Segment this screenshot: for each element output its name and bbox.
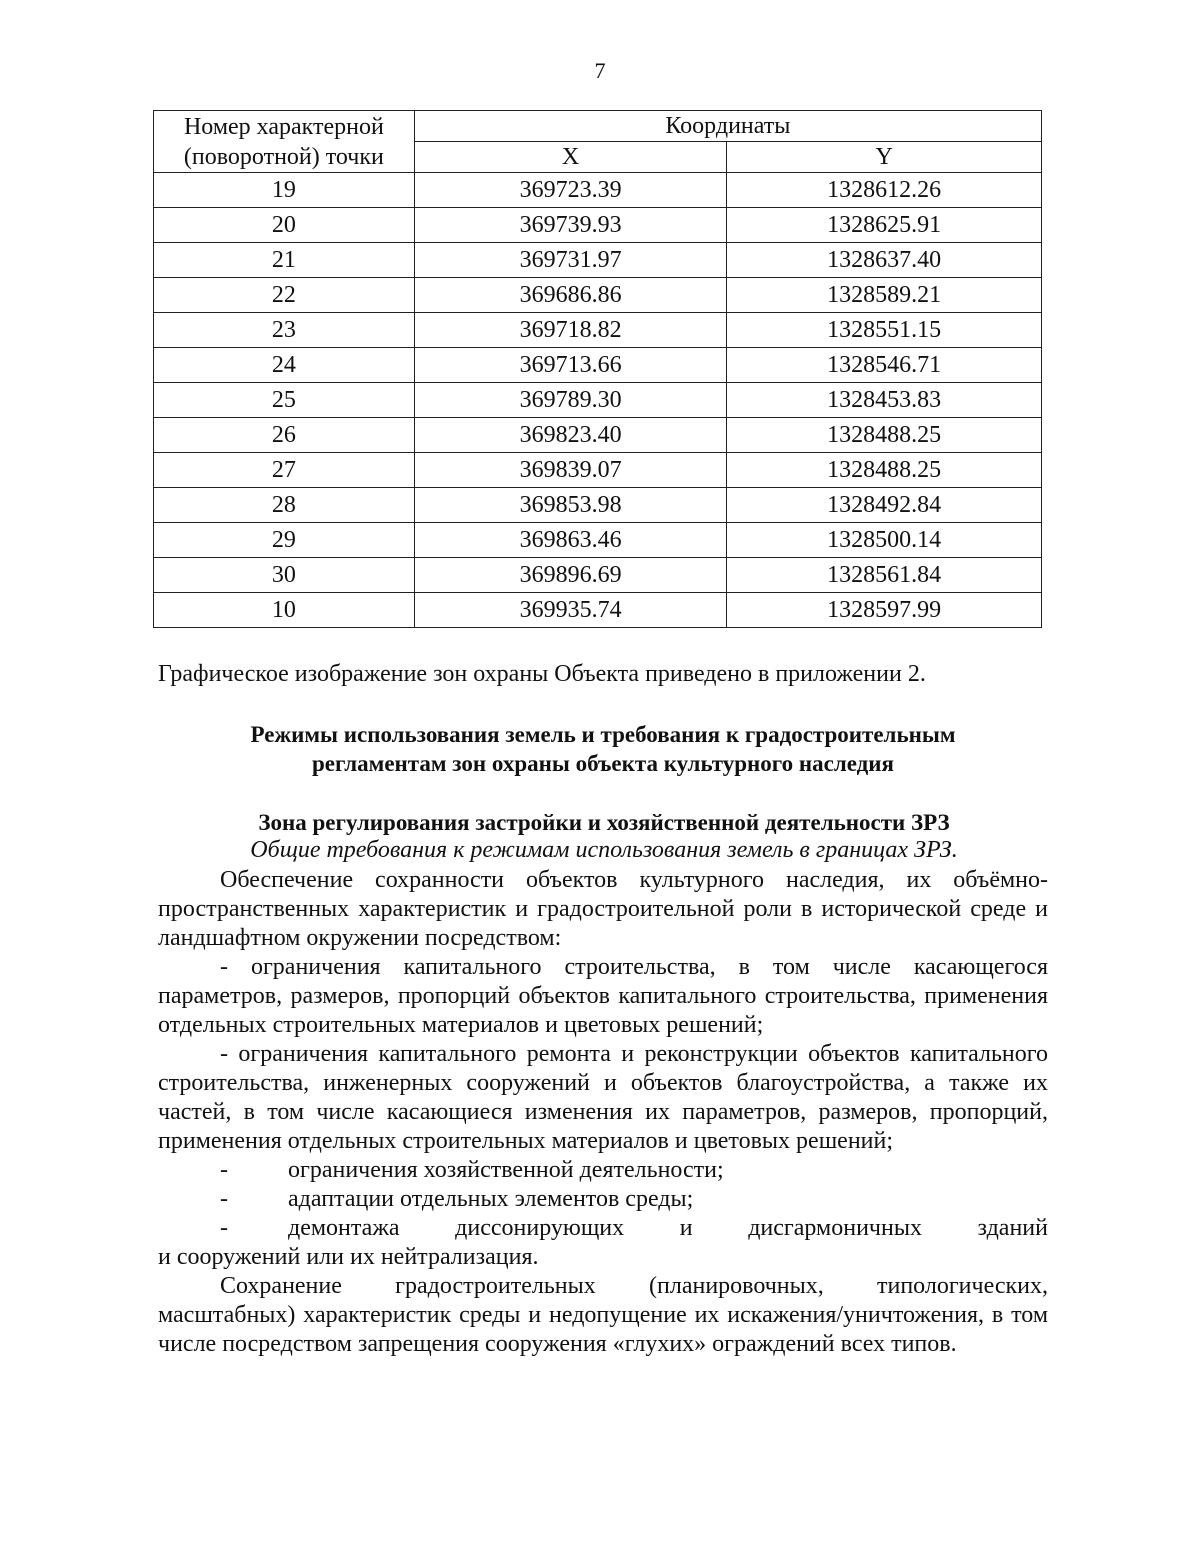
section-heading-line1: Режимы использования земель и требования к градостроительным xyxy=(250,722,956,747)
table-row xyxy=(154,418,1042,453)
coordinates-table xyxy=(153,110,1042,628)
cell-x: 369896.69 xyxy=(414,558,727,593)
dash-marker: - xyxy=(220,1157,228,1183)
table-row xyxy=(154,593,1042,628)
page-number: 7 xyxy=(594,58,606,83)
cell-point: 22 xyxy=(154,278,415,313)
dash-marker: - xyxy=(220,1215,228,1241)
cell-point: 23 xyxy=(154,313,415,348)
cell-x: 369731.97 xyxy=(414,243,727,278)
cell-x: 369853.98 xyxy=(414,488,727,523)
body-text xyxy=(158,866,1048,1359)
header-point-line2: (поворотной) точки xyxy=(183,143,384,170)
cell-point: 29 xyxy=(154,523,415,558)
table-row xyxy=(154,173,1042,208)
table-row xyxy=(154,558,1042,593)
list-item-continuation: и сооружений или их нейтрализация. xyxy=(158,1244,539,1270)
section-heading-line2: регламентам зон охраны объекта культурного наследия xyxy=(311,751,895,776)
paragraph-restriction-repair: - ограничения капитального ремонта и реконструкции объектов капитального строительства, инженерных сооружений и объектов благоустройства, а также их частей, в том числе касающиеся изменения их параметров, размеров, пропорций, применения отдельных строительных материалов и цветовых решений; xyxy=(158,1041,1048,1154)
table-row xyxy=(154,243,1042,278)
list-item xyxy=(158,1156,1048,1185)
paragraph-preservation: Обеспечение сохранности объектов культурного наследия, их объёмно-пространственных характеристик и градостроительной роли в исторической среде и ландшафтном окружении посредством: xyxy=(158,867,1048,951)
cell-point: 27 xyxy=(154,453,415,488)
cell-y: 1328546.71 xyxy=(727,348,1042,383)
table-row xyxy=(154,453,1042,488)
cell-x: 369789.30 xyxy=(414,383,727,418)
cell-x: 369686.86 xyxy=(414,278,727,313)
cell-x: 369863.46 xyxy=(414,523,727,558)
header-coordinates: Координаты xyxy=(414,111,1041,142)
cell-y: 1328453.83 xyxy=(727,383,1042,418)
cell-y: 1328637.40 xyxy=(727,243,1042,278)
table-row xyxy=(154,488,1042,523)
header-point-line1: Номер характерной xyxy=(183,113,384,140)
paragraph-restriction-construction: - ограничения капитального строительства, в том числе касающегося параметров, размеров, пропорций объектов капитального строительства, применения отдельных строительных материалов и цветовых решений; xyxy=(158,954,1048,1038)
zone-heading: Зона регулирования застройки и хозяйственной деятельности ЗРЗ xyxy=(258,810,950,835)
cell-point: 25 xyxy=(154,383,415,418)
cell-point: 10 xyxy=(154,593,415,628)
cell-x: 369723.39 xyxy=(414,173,727,208)
coordinates-table-body xyxy=(154,173,1042,628)
table-row xyxy=(154,348,1042,383)
list-item xyxy=(158,1214,1048,1243)
cell-y: 1328589.21 xyxy=(727,278,1042,313)
cell-y: 1328551.15 xyxy=(727,313,1042,348)
cell-x: 369718.82 xyxy=(414,313,727,348)
cell-y: 1328561.84 xyxy=(727,558,1042,593)
cell-y: 1328488.25 xyxy=(727,453,1042,488)
cell-x: 369739.93 xyxy=(414,208,727,243)
cell-y: 1328612.26 xyxy=(727,173,1042,208)
list-item-text: ограничения хозяйственной деятельности; xyxy=(288,1157,724,1183)
table-row xyxy=(154,278,1042,313)
cell-point: 26 xyxy=(154,418,415,453)
cell-x: 369935.74 xyxy=(414,593,727,628)
list-item-text: адаптации отдельных элементов среды; xyxy=(288,1186,694,1212)
cell-y: 1328488.25 xyxy=(727,418,1042,453)
paragraph-urban-character: Сохранение градостроительных (планировочных, типологических, масштабных) характеристик среды и недопущение их искажения/уничтожения, в том числе посредством запрещения сооружения «глухих» ограждений всех типов. xyxy=(158,1273,1048,1357)
cell-x: 369839.07 xyxy=(414,453,727,488)
cell-point: 28 xyxy=(154,488,415,523)
cell-point: 30 xyxy=(154,558,415,593)
table-row xyxy=(154,523,1042,558)
cell-point: 20 xyxy=(154,208,415,243)
list-item-text: демонтажа диссонирующих и дисгармоничных зданий xyxy=(288,1215,1048,1241)
dash-marker: - xyxy=(220,1186,228,1212)
section-heading xyxy=(158,720,1048,778)
cell-x: 369823.40 xyxy=(414,418,727,453)
cell-point: 21 xyxy=(154,243,415,278)
cell-y: 1328597.99 xyxy=(727,593,1042,628)
list-item xyxy=(158,1185,1048,1214)
header-point-number xyxy=(154,111,415,173)
cell-point: 24 xyxy=(154,348,415,383)
table-row xyxy=(154,313,1042,348)
zone-subheading: Общие требования к режимам использования земель в границах ЗРЗ. xyxy=(250,837,958,863)
graphic-note: Графическое изображение зон охраны Объекта приведено в приложении 2. xyxy=(158,661,926,687)
cell-y: 1328492.84 xyxy=(727,488,1042,523)
cell-y: 1328625.91 xyxy=(727,208,1042,243)
table-row xyxy=(154,208,1042,243)
header-x: X xyxy=(414,142,727,173)
table-row xyxy=(154,383,1042,418)
cell-point: 19 xyxy=(154,173,415,208)
cell-y: 1328500.14 xyxy=(727,523,1042,558)
cell-x: 369713.66 xyxy=(414,348,727,383)
header-y: Y xyxy=(727,142,1042,173)
